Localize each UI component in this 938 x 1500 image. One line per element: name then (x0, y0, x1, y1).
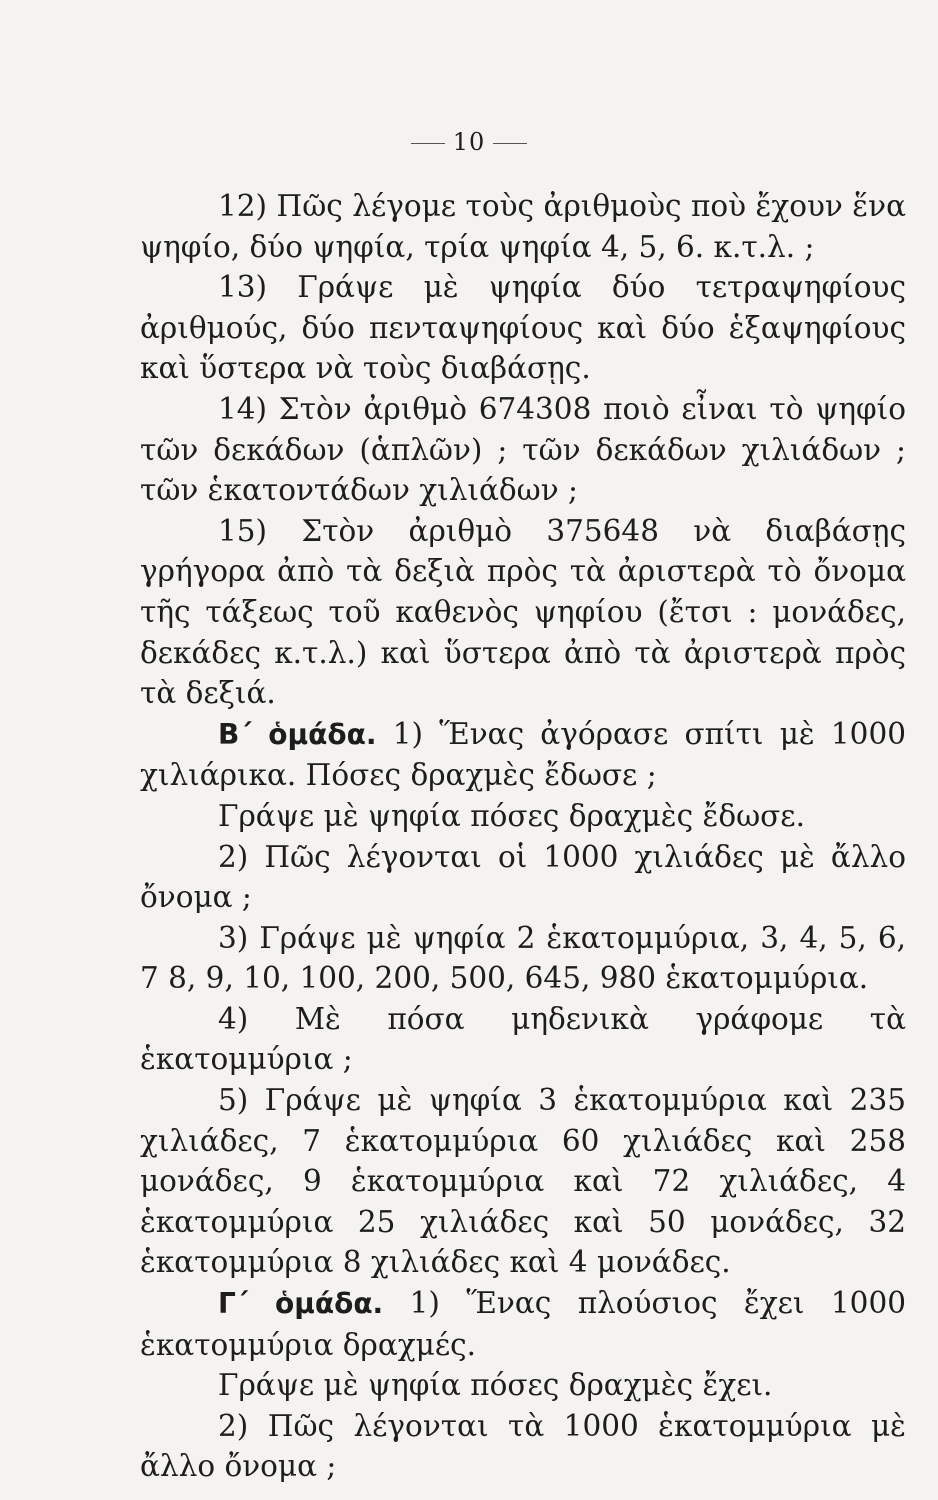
page-number (0, 128, 938, 156)
group-c-heading: Γ΄ ὁμάδα. (218, 1287, 384, 1321)
group-c-question-1-follow: Γράψε μὲ ψηφία πόσες δραχμὲς ἔχει. (218, 1368, 773, 1403)
group-c-q1-text: 1) Ἕνας πλούσιος ἔχει 1000 ἑκατομμύρια δραχμές. (140, 1286, 906, 1362)
group-b-heading: Β΄ ὁμάδα. (218, 717, 377, 751)
question-15: 15) Στὸν ἀριθμὸ 375648 νὰ διαβάσῃς γρήγορα ἀπὸ τὰ δεξιὰ πρὸς τὰ ἀριστερὰ τὸ ὄνομα τῆς τάξεως τοῦ καθενὸς ψηφίου (ἔτσι : μονάδες, δεκάδες κ.τ.λ.) καὶ ὕστερα ἀπὸ τὰ ἀριστερὰ πρὸς τὰ δεξιά. (140, 513, 906, 711)
question-12: 12) Πῶς λέγομε τοὺς ἀριθμοὺς ποὺ ἔχουν ἕνα ψηφίο, δύο ψηφία, τρία ψηφία 4, 5, 6. κ.τ.λ. ; (140, 189, 906, 264)
question-14: 14) Στὸν ἀριθμὸ 674308 ποιὸ εἶναι τὸ ψηφίο τῶν δεκάδων (ἁπλῶν) ; τῶν δεκάδων χιλιάδων ; τῶν ἑκατοντάδων χιλιάδων ; (140, 391, 906, 508)
group-b-question-1-follow: Γράψε μὲ ψηφία πόσες δραχμὲς ἔδωσε. (218, 798, 805, 833)
group-b-q1-text: 1) Ἕνας ἀγόρασε σπίτι μὲ 1000 χιλιάρικα. Πόσες δραχμὲς ἔδωσε ; (140, 716, 906, 793)
group-b-question-5: 5) Γράψε μὲ ψηφία 3 ἑκατομμύρια καὶ 235 χιλιάδες, 7 ἑκατομμύρια 60 χιλιάδες καὶ 258 μονάδες, 9 ἑκατομμύρια καὶ 72 χιλιάδες, 4 ἑκατομμύρια 25 χιλιάδες καὶ 50 μονάδες, 32 ἑκατομμύρια 8 χιλιάδες καὶ 4 μονάδες. (140, 1083, 906, 1280)
group-b-question-2: 2) Πῶς λέγονται οἱ 1000 χιλιάδες μὲ ἄλλο ὄνομα ; (140, 839, 906, 915)
body-text (140, 186, 906, 1487)
left-dash (411, 143, 445, 144)
group-b-question-4: 4) Μὲ πόσα μηδενικὰ γράφομε τὰ ἑκατομμύρια ; (140, 1001, 906, 1077)
group-c-question-1 (140, 1283, 906, 1365)
group-c-question-2: 2) Πῶς λέγονται τὰ 1000 ἑκατομμύρια μὲ ἄλλο ὄνομα ; (140, 1408, 906, 1484)
page-number-text: 10 (452, 128, 486, 156)
group-b-question-1 (140, 714, 906, 796)
group-b-question-3: 3) Γράψε μὲ ψηφία 2 ἑκατομμύρια, 3, 4, 5, 6, 7 8, 9, 10, 100, 200, 500, 645, 980 ἑκατομμύρια. (140, 920, 906, 996)
right-dash (493, 143, 527, 144)
question-13: 13) Γράψε μὲ ψηφία δύο τετραψηφίους ἀριθμούς, δύο πενταψηφίους καὶ δύο ἑξαψηφίους καὶ ὕστερα νὰ τοὺς διαβάσῃς. (140, 270, 906, 386)
